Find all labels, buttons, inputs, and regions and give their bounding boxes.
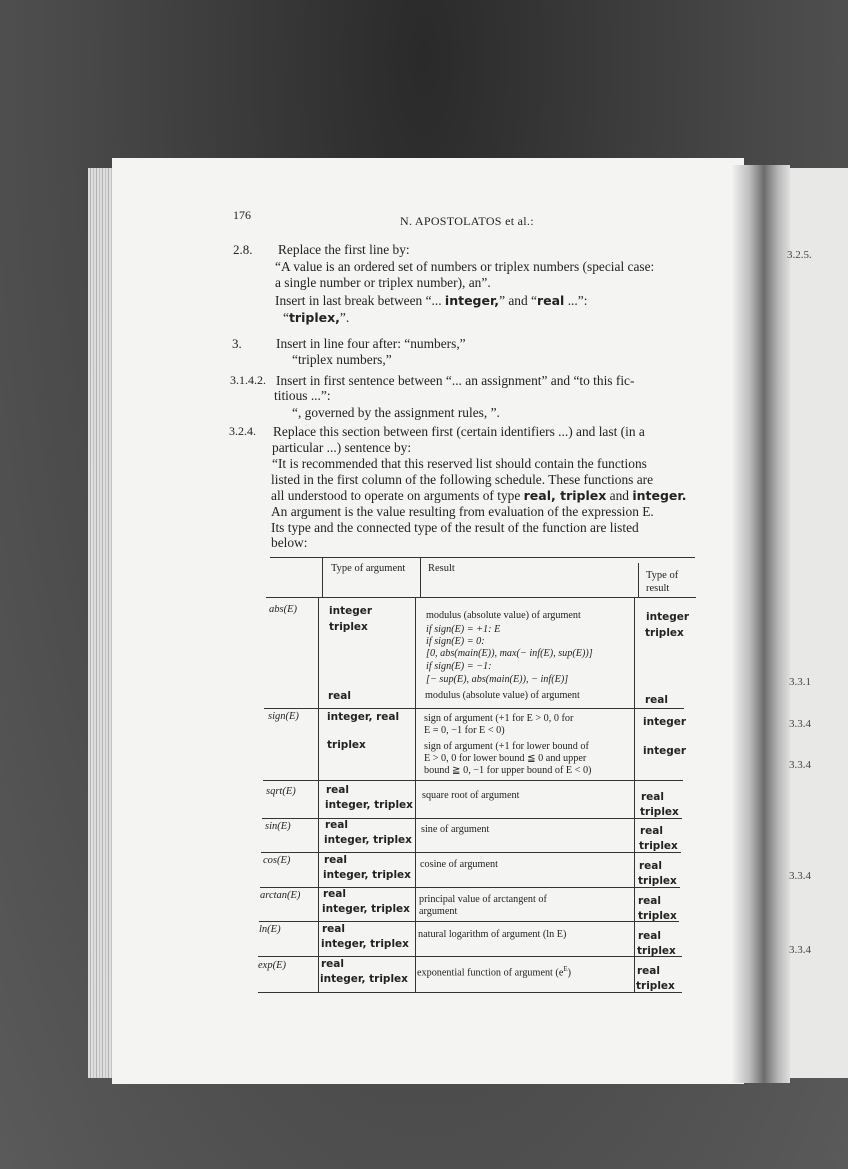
text-line: a single number or triplex number), an”. <box>275 275 491 290</box>
header-arg: Type of argument <box>331 563 406 574</box>
text-line: “triplex,”. <box>283 310 350 325</box>
function-name: sqrt(E) <box>266 786 296 797</box>
result-text: if sign(E) = +1: E <box>426 624 501 635</box>
result-text: square root of argument <box>422 790 520 801</box>
text-line: Replace this section between first (certain identifiers ...) and last (in a <box>273 424 645 439</box>
table-rule <box>634 597 635 992</box>
table-rule <box>263 780 683 781</box>
text-line: “A value is an ordered set of numbers or triplex numbers (special case: <box>275 259 655 274</box>
function-name: abs(E) <box>269 604 297 615</box>
arg-type: integer, triplex <box>325 799 413 811</box>
table-rule <box>270 557 695 558</box>
result-type: triplex <box>637 945 676 957</box>
arg-type: integer, triplex <box>323 869 411 881</box>
result-type: triplex <box>638 875 677 887</box>
result-type: triplex <box>645 627 684 639</box>
function-name: arctan(E) <box>260 890 301 901</box>
arg-type: integer, triplex <box>324 834 412 846</box>
result-text: principal value of arctangent of <box>419 894 547 905</box>
arg-type: triplex <box>327 739 366 751</box>
arg-type: integer, triplex <box>320 973 408 985</box>
section-number: 3.1.4.2. <box>230 373 266 387</box>
result-text: if sign(E) = −1: <box>426 661 492 672</box>
text-line: Replace the first line by: <box>278 242 410 257</box>
arg-type: real <box>322 923 345 935</box>
text-line: Its type and the connected type of the result of the function are listed <box>271 520 639 535</box>
margin-ref: 3.3.4 <box>789 718 811 730</box>
function-name: cos(E) <box>263 855 291 866</box>
book-gutter <box>732 165 790 1083</box>
table-rule <box>322 557 323 597</box>
arg-type: real <box>323 888 346 900</box>
result-type: real <box>637 965 660 977</box>
text-line: An argument is the value resulting from evaluation of the expression E. <box>271 504 654 519</box>
margin-ref: 3.3.4 <box>789 944 811 956</box>
result-type: real <box>638 930 661 942</box>
margin-ref: 3.2.5. <box>787 249 812 261</box>
table-rule <box>638 563 639 597</box>
result-type: integer <box>646 611 690 623</box>
table-rule <box>420 557 421 597</box>
result-type: real <box>645 694 668 706</box>
text-line: “It is recommended that this reserved list should contain the functions <box>272 456 647 471</box>
result-type: triplex <box>638 910 677 922</box>
result-text: sine of argument <box>421 824 490 835</box>
text-line: below: <box>271 535 308 550</box>
result-type: real <box>640 825 663 837</box>
result-type: real <box>641 791 664 803</box>
result-text: argument <box>419 906 458 917</box>
text-line: particular ...) sentence by: <box>272 440 412 455</box>
result-text: if sign(E) = 0: <box>426 636 485 647</box>
running-title: N. APOSTOLATOS et al.: <box>400 214 534 228</box>
section-number: 2.8. <box>233 242 253 257</box>
margin-ref: 3.3.4 <box>789 759 811 771</box>
result-text: E = 0, −1 for E < 0) <box>424 725 505 736</box>
arg-type: integer, real <box>327 711 400 723</box>
text-line: “, governed by the assignment rules, ”. <box>292 405 500 420</box>
table-rule <box>258 992 682 993</box>
arg-type: integer, triplex <box>322 903 410 915</box>
result-type: triplex <box>639 840 678 852</box>
arg-type: real <box>321 958 344 970</box>
result-text: [− sup(E), abs(main(E)), − inf(E)] <box>426 674 569 685</box>
arg-type: triplex <box>329 621 368 633</box>
table-rule <box>266 597 696 598</box>
function-name: sin(E) <box>265 821 291 832</box>
section-number: 3.2.4. <box>229 424 256 438</box>
result-text: natural logarithm of argument (ln E) <box>418 929 567 940</box>
margin-ref: 3.3.1 <box>789 676 811 688</box>
result-text: E > 0, 0 for lower bound ≦ 0 and upper <box>424 753 587 764</box>
header-restype: Type of result <box>646 570 679 594</box>
function-name: sign(E) <box>268 711 299 722</box>
arg-type: real <box>324 854 347 866</box>
arg-type: real <box>328 690 351 702</box>
text-line: “triplex numbers,” <box>292 352 392 367</box>
text-line: titious ...”: <box>274 388 331 403</box>
result-text: [0, abs(main(E)), max(− inf(E), sup(E))] <box>426 648 593 659</box>
text-line: listed in the first column of the following schedule. These functions are <box>271 472 654 487</box>
text-line: all understood to operate on arguments of type real, triplex and integer. <box>271 488 687 503</box>
result-type: triplex <box>636 980 675 992</box>
text-line: Insert in last break between “... integer,” and “real ...”: <box>275 293 588 308</box>
result-text: bound ≧ 0, −1 for upper bound of E < 0) <box>424 765 592 776</box>
arg-type: integer <box>329 605 373 617</box>
text-line: Insert in line four after: “numbers,” <box>276 336 466 351</box>
arg-type: real <box>325 819 348 831</box>
section-number: 3. <box>232 336 242 351</box>
margin-ref: 3.3.4 <box>789 870 811 882</box>
page-number: 176 <box>233 208 251 222</box>
result-type: real <box>638 895 661 907</box>
arg-type: real <box>326 784 349 796</box>
result-type: triplex <box>640 806 679 818</box>
table-rule <box>415 597 416 992</box>
result-text: sign of argument (+1 for E > 0, 0 for <box>424 713 574 724</box>
result-type: integer <box>643 716 687 728</box>
header-result: Result <box>428 563 455 574</box>
result-text: modulus (absolute value) of argument <box>426 610 581 621</box>
result-type: integer <box>643 745 687 757</box>
result-text: sign of argument (+1 for lower bound of <box>424 741 589 752</box>
result-text: cosine of argument <box>420 859 498 870</box>
result-text: modulus (absolute value) of argument <box>425 690 580 701</box>
text-line: Insert in first sentence between “... an assignment” and “to this fic- <box>276 373 635 388</box>
result-text: exponential function of argument $(e^E)$ <box>417 965 572 979</box>
function-name: exp(E) <box>258 960 286 971</box>
arg-type: integer, triplex <box>321 938 409 950</box>
table-rule <box>318 597 319 992</box>
function-name: ln(E) <box>259 924 281 935</box>
result-type: real <box>639 860 662 872</box>
